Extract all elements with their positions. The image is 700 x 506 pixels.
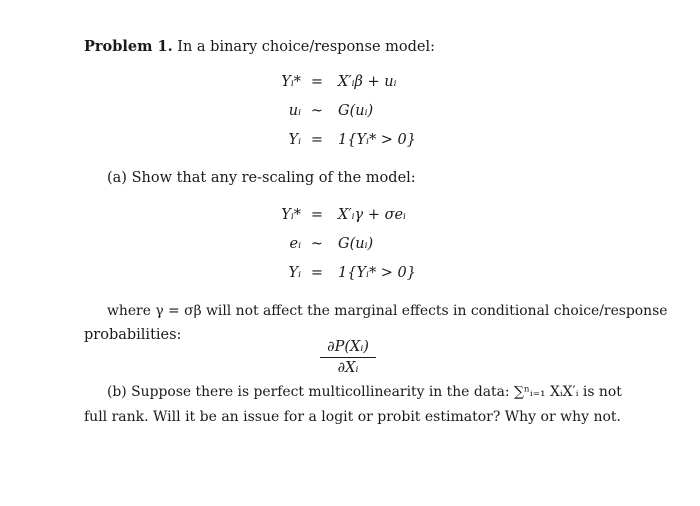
eq-rhs: G(uᵢ) — [338, 103, 374, 119]
problem-title: Problem 1. — [84, 38, 173, 55]
eq-relation: = — [310, 132, 324, 148]
part-b-line1: (b) Suppose there is perfect multicollinearity in the data: ∑ⁿᵢ₌₁ XᵢX′ᵢ is not — [107, 384, 622, 400]
eq-rhs: X′ᵢβ + uᵢ — [338, 74, 397, 90]
eq-relation: = — [310, 74, 324, 90]
eq-rhs: 1{Yᵢ* > 0} — [338, 265, 417, 281]
eq-lhs: eᵢ — [289, 236, 301, 252]
marginal-effect-fraction — [318, 339, 378, 376]
eq-lhs: Yᵢ — [288, 265, 301, 281]
eq-rhs: G(uᵢ) — [338, 236, 374, 252]
part-a-where-cont: probabilities: — [84, 327, 182, 343]
eq-relation: = — [310, 207, 324, 223]
eq-rhs: 1{Yᵢ* > 0} — [338, 132, 417, 148]
eq-relation: ~ — [310, 236, 324, 252]
eq-lhs: uᵢ — [288, 103, 301, 119]
fraction-numerator: ∂P(Xᵢ) — [327, 339, 369, 355]
problem-intro: In a binary choice/response model: — [177, 39, 436, 55]
problem-heading — [84, 38, 435, 55]
eq-lhs: Yᵢ — [288, 132, 301, 148]
eq-rhs: X′ᵢγ + σeᵢ — [338, 207, 406, 223]
eq-lhs: Yᵢ* — [281, 74, 301, 90]
fraction-denominator: ∂Xᵢ — [337, 360, 359, 376]
eq-relation: ~ — [310, 103, 324, 119]
part-a-text: (a) Show that any re-scaling of the model: — [107, 170, 416, 186]
eq-lhs: Yᵢ* — [281, 207, 301, 223]
part-a-where-line: where γ = σβ will not affect the marginal effects in conditional choice/response — [107, 303, 668, 319]
part-b-line2: full rank. Will it be an issue for a logit or probit estimator? Why or why not. — [84, 409, 621, 425]
eq-relation: = — [310, 265, 324, 281]
